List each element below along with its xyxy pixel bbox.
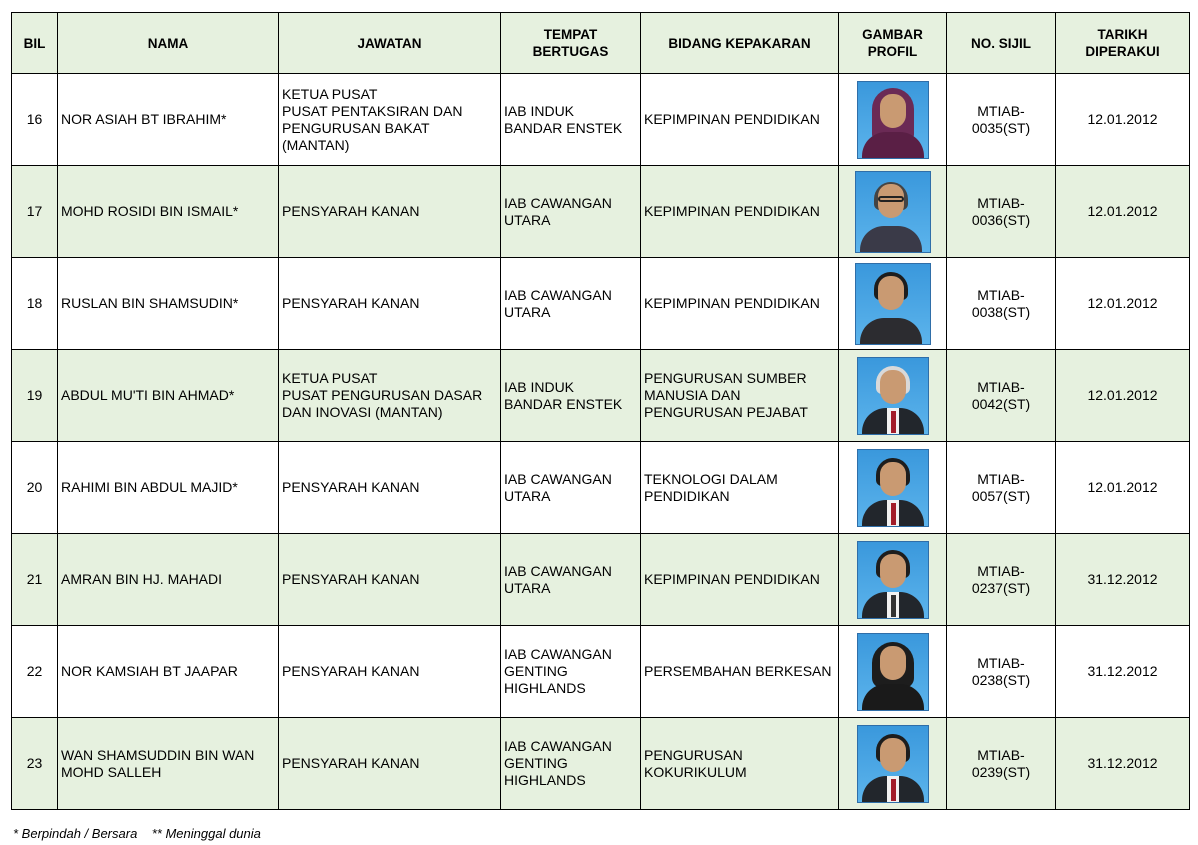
portrait-man-glasses-icon — [855, 171, 931, 253]
cell-sijil: MTIAB- 0042(ST) — [947, 350, 1056, 442]
cell-jawatan: KETUA PUSAT PUSAT PENGURUSAN DASAR DAN INOVASI (MANTAN) — [279, 350, 501, 442]
header-no-sijil: NO. SIJIL — [947, 13, 1056, 74]
cell-bidang: KEPIMPINAN PENDIDIKAN — [641, 534, 839, 626]
table-row — [12, 626, 1190, 718]
table-header — [12, 13, 1190, 74]
cell-jawatan: PENSYARAH KANAN — [279, 442, 501, 534]
header-bidang-kepakaran: BIDANG KEPAKARAN — [641, 13, 839, 74]
portrait-woman-hijab-icon — [857, 81, 929, 159]
portrait-man-suit-icon — [857, 449, 929, 527]
header-jawatan: JAWATAN — [279, 13, 501, 74]
header-bil: BIL — [12, 13, 58, 74]
header-nama: NAMA — [58, 13, 279, 74]
table-row — [12, 718, 1190, 810]
cell-jawatan: PENSYARAH KANAN — [279, 718, 501, 810]
cell-tempat: IAB INDUK BANDAR ENSTEK — [501, 350, 641, 442]
footnote: * Berpindah / Bersara ** Meninggal dunia — [13, 826, 261, 841]
cell-nama: NOR KAMSIAH BT JAAPAR — [58, 626, 279, 718]
table-row — [12, 258, 1190, 350]
cell-bil: 17 — [12, 166, 58, 258]
cell-photo — [839, 442, 947, 534]
cell-tempat: IAB INDUK BANDAR ENSTEK — [501, 74, 641, 166]
cell-tarikh: 31.12.2012 — [1056, 718, 1190, 810]
cell-tempat: IAB CAWANGAN UTARA — [501, 534, 641, 626]
cell-tarikh: 12.01.2012 — [1056, 350, 1190, 442]
cell-nama: AMRAN BIN HJ. MAHADI — [58, 534, 279, 626]
cell-photo — [839, 350, 947, 442]
cell-bidang: PENGURUSAN KOKURIKULUM — [641, 718, 839, 810]
cell-tempat: IAB CAWANGAN UTARA — [501, 166, 641, 258]
table-row — [12, 74, 1190, 166]
cell-sijil: MTIAB- 0237(ST) — [947, 534, 1056, 626]
cell-bidang: KEPIMPINAN PENDIDIKAN — [641, 166, 839, 258]
portrait-woman-icon — [857, 633, 929, 711]
header-tarikh-diperakui: TARIKH DIPERAKUI — [1056, 13, 1190, 74]
cell-photo — [839, 534, 947, 626]
cell-bil: 23 — [12, 718, 58, 810]
cell-tempat: IAB CAWANGAN UTARA — [501, 442, 641, 534]
cell-jawatan: KETUA PUSAT PUSAT PENTAKSIRAN DAN PENGURUSAN BAKAT (MANTAN) — [279, 74, 501, 166]
cell-bidang: PENGURUSAN SUMBER MANUSIA DAN PENGURUSAN PEJABAT — [641, 350, 839, 442]
table-row — [12, 166, 1190, 258]
cell-photo — [839, 258, 947, 350]
portrait-man-suit-icon — [857, 725, 929, 803]
table-body — [12, 74, 1190, 810]
table-row — [12, 442, 1190, 534]
portrait-man-icon — [855, 263, 931, 345]
cell-photo — [839, 626, 947, 718]
cell-bidang: PERSEMBAHAN BERKESAN — [641, 626, 839, 718]
cell-nama: NOR ASIAH BT IBRAHIM* — [58, 74, 279, 166]
cell-tempat: IAB CAWANGAN GENTING HIGHLANDS — [501, 626, 641, 718]
cell-tarikh: 12.01.2012 — [1056, 258, 1190, 350]
cell-jawatan: PENSYARAH KANAN — [279, 258, 501, 350]
portrait-man-suit-icon — [857, 357, 929, 435]
cell-tarikh: 12.01.2012 — [1056, 442, 1190, 534]
registry-table — [11, 12, 1190, 810]
cell-photo — [839, 718, 947, 810]
cell-nama: WAN SHAMSUDDIN BIN WAN MOHD SALLEH — [58, 718, 279, 810]
cell-tarikh: 31.12.2012 — [1056, 626, 1190, 718]
cell-bil: 20 — [12, 442, 58, 534]
header-tempat-bertugas: TEMPAT BERTUGAS — [501, 13, 641, 74]
cell-bil: 18 — [12, 258, 58, 350]
cell-tarikh: 12.01.2012 — [1056, 166, 1190, 258]
cell-tempat: IAB CAWANGAN GENTING HIGHLANDS — [501, 718, 641, 810]
cell-bil: 19 — [12, 350, 58, 442]
cell-sijil: MTIAB- 0238(ST) — [947, 626, 1056, 718]
cell-jawatan: PENSYARAH KANAN — [279, 626, 501, 718]
cell-bidang: KEPIMPINAN PENDIDIKAN — [641, 258, 839, 350]
cell-sijil: MTIAB- 0038(ST) — [947, 258, 1056, 350]
cell-bil: 21 — [12, 534, 58, 626]
cell-tempat: IAB CAWANGAN UTARA — [501, 258, 641, 350]
table-row — [12, 350, 1190, 442]
table-row — [12, 534, 1190, 626]
cell-nama: MOHD ROSIDI BIN ISMAIL* — [58, 166, 279, 258]
header-row — [12, 13, 1190, 74]
cell-bidang: KEPIMPINAN PENDIDIKAN — [641, 74, 839, 166]
cell-bil: 16 — [12, 74, 58, 166]
portrait-man-suit-icon — [857, 541, 929, 619]
cell-jawatan: PENSYARAH KANAN — [279, 534, 501, 626]
cell-sijil: MTIAB- 0057(ST) — [947, 442, 1056, 534]
cell-sijil: MTIAB- 0036(ST) — [947, 166, 1056, 258]
cell-nama: RUSLAN BIN SHAMSUDIN* — [58, 258, 279, 350]
cell-photo — [839, 166, 947, 258]
cell-sijil: MTIAB- 0035(ST) — [947, 74, 1056, 166]
cell-bidang: TEKNOLOGI DALAM PENDIDIKAN — [641, 442, 839, 534]
cell-jawatan: PENSYARAH KANAN — [279, 166, 501, 258]
cell-bil: 22 — [12, 626, 58, 718]
header-gambar-profil: GAMBAR PROFIL — [839, 13, 947, 74]
cell-nama: ABDUL MU'TI BIN AHMAD* — [58, 350, 279, 442]
cell-tarikh: 31.12.2012 — [1056, 534, 1190, 626]
cell-sijil: MTIAB- 0239(ST) — [947, 718, 1056, 810]
cell-tarikh: 12.01.2012 — [1056, 74, 1190, 166]
cell-nama: RAHIMI BIN ABDUL MAJID* — [58, 442, 279, 534]
cell-photo — [839, 74, 947, 166]
